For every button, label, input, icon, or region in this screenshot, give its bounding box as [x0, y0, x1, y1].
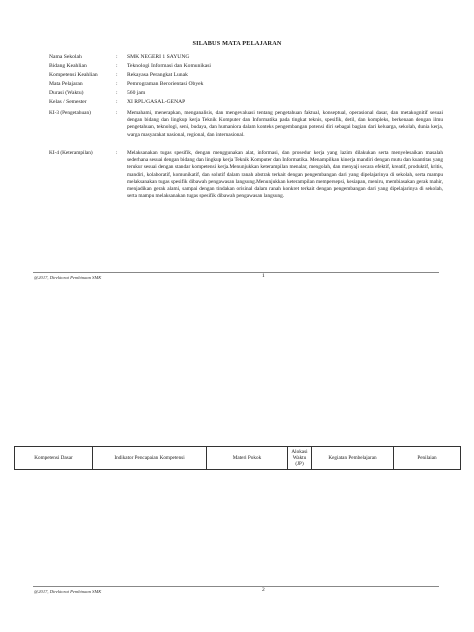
info-label: Bidang Keahlian [49, 63, 87, 69]
page-number: 1 [262, 273, 265, 279]
ki3-label: KI-3 (Pengetahuan) [49, 110, 91, 116]
info-value: Rekayasa Perangkat Lunak [127, 72, 188, 78]
info-colon: : [116, 54, 118, 60]
ki4-text: Melaksanakan tugas spesifik, dengan menggunakan alat, informasi, dan prosedur kerja yang lazim dilakukan serta menyelesaikan masalah sederhana sesuai dengan bidang dan lingkup kerja Teknik Komputer dan Informatika. Menampilkan kinerja mandiri dengan mutu dan kuantitas yang terukur sesuai dengan standar kompetensi kerja.Menunjukkan keterampilan menalar, mengolah, dan menyaji secara efektif, kreatif, produktif, kritis, mandiri, kolaboratif, komunikatif, dan solutif dalam ranah abstrak terkait dengan pengembangan dari yang dipelajarinya di sekolah, serta mampu melaksanakan tugas spesifik dibawah pengawasan langsung.Menunjukkan keterampilan mempersepsi, kesiapan, meniru, membiasakan gerak mahir, menjadikan gerak alami, sampai dengan tindakan orisinal dalam ranah konkret terkait dengan pengembangan dari yang dipelajarinya di sekolah, serta mampu melaksanakan tugas spesifik dibawah pengawasan langsung. [127, 150, 443, 200]
info-label: Kompetensi Keahlian [49, 72, 98, 78]
info-colon: : [116, 99, 118, 105]
info-row-duration [49, 90, 439, 99]
page-number: 2 [262, 587, 265, 593]
header-indicators: Indikator Pencapaian Kompetensi [93, 447, 207, 470]
info-row-class [49, 99, 439, 108]
info-label: Kelas / Semester [49, 99, 87, 105]
info-value: 560 jam [127, 90, 146, 96]
info-value: SMK NEGERI 1 SAYUNG [127, 54, 190, 60]
document-title: SILABUS MATA PELAJARAN [192, 40, 282, 47]
ki4-colon: : [116, 150, 118, 156]
info-label: Mata Pelajaran [49, 81, 83, 87]
info-row-subject [49, 81, 439, 90]
info-value: Pemrograman Berorientasi Obyek [127, 81, 204, 87]
ki3-section [49, 110, 443, 139]
info-row-school [49, 54, 439, 63]
info-colon: : [116, 72, 118, 78]
page-1 [0, 0, 474, 290]
info-row-field [49, 63, 439, 72]
ki3-colon: : [116, 110, 118, 116]
info-colon: : [116, 63, 118, 69]
info-label: Nama Sekolah [49, 54, 82, 60]
info-value: XI RPL/GASAL-GENAP [127, 99, 186, 105]
ki3-text: Memahami, menerapkan, menganalisis, dan mengevaluasi tentang pengetahuan faktual, konseptual, operasional dasar, dan metakognitif sesuai dengan bidang dan lingkup kerja Teknik Komputer dan Informatika pada tingkat teknis, spesifik, detil, dan kompleks, berkenaan dengan ilmu pengetahuan, teknologi, seni, budaya, dan humaniora dalam konteks pengembangan potensi diri sebagai bagian dari keluarga, sekolah, dunia kerja, warga masyarakat nasional, regional, dan internasional. [127, 110, 443, 138]
header-learning-activities: Kegiatan Pembelajaran [312, 447, 394, 470]
ki4-label: KI-4 (Keterampilan) [49, 150, 93, 156]
info-label: Durasi (Waktu) [49, 90, 84, 96]
footer-divider [33, 586, 439, 587]
page-2 [0, 300, 474, 632]
info-colon: : [116, 90, 118, 96]
header-main-material: Materi Pokok [207, 447, 288, 470]
ki4-section [49, 150, 443, 200]
syllabus-table [14, 446, 460, 470]
footer-text: @2017, Direktorat Pembinaan SMK [34, 275, 102, 280]
header-basic-competency: Kompetensi Dasar [15, 447, 93, 470]
header-time-allocation: Alokasi Waktu (JP) [288, 447, 312, 470]
footer-divider [33, 272, 439, 273]
header-assessment: Penilaian [394, 447, 461, 470]
info-colon: : [116, 81, 118, 87]
school-info [49, 54, 439, 108]
info-row-competency [49, 72, 439, 81]
table-header-row [15, 447, 461, 470]
footer-text: @2017, Direktorat Pembinaan SMK [34, 589, 102, 594]
info-value: Teknologi Informasi dan Komunikasi [127, 63, 211, 69]
